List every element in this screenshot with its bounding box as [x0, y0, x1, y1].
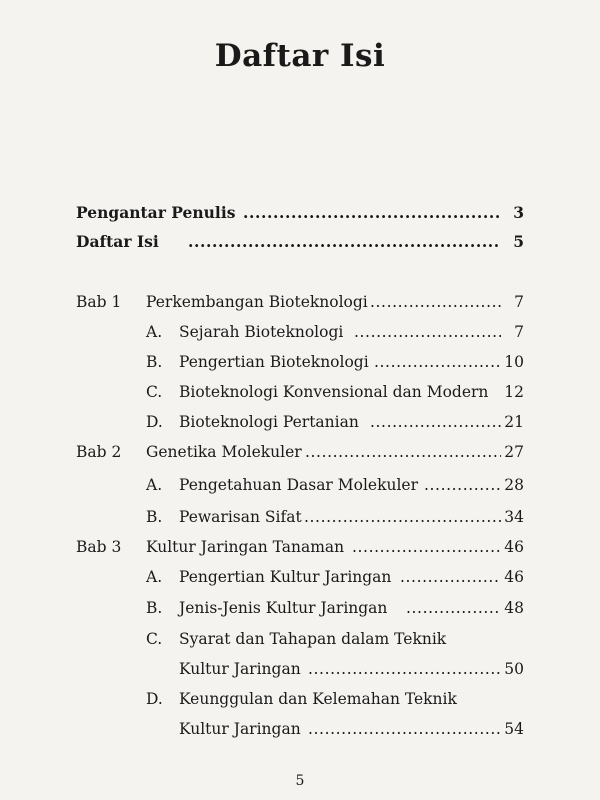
chapter-number: Bab 2 — [76, 443, 122, 461]
page-title: Daftar Isi — [214, 38, 386, 74]
chapter-number: Bab 1 — [76, 293, 122, 311]
toc-section-3b[interactable] — [0, 599, 600, 625]
dot-leader — [424, 476, 501, 498]
toc-section-1c[interactable] — [0, 383, 600, 409]
toc-entry-page: 5 — [513, 232, 524, 251]
toc-section-3d[interactable] — [0, 690, 600, 716]
dot-leader — [308, 720, 501, 742]
dot-leader — [304, 508, 501, 530]
dot-leader — [406, 599, 501, 621]
section-letter: D. — [146, 413, 163, 431]
toc-section-3a[interactable] — [0, 568, 600, 594]
toc-entry-label: Daftar Isi — [76, 232, 159, 251]
toc-entry-page: 34 — [504, 508, 524, 526]
section-letter: D. — [146, 690, 163, 708]
section-letter: B. — [146, 599, 163, 617]
toc-entry-page: 7 — [514, 293, 524, 311]
section-title: Keunggulan dan Kelemahan Teknik — [179, 690, 457, 708]
toc-entry-page: 12 — [504, 383, 524, 401]
dot-leader — [370, 413, 501, 435]
chapter-title: Genetika Molekuler — [146, 443, 302, 461]
dot-leader — [374, 353, 501, 375]
section-letter: A. — [146, 476, 163, 494]
dot-leader — [354, 323, 501, 345]
toc-entry-page: 7 — [514, 323, 524, 341]
dot-leader — [305, 443, 501, 465]
section-letter: B. — [146, 353, 163, 371]
toc-entry-label: Pengantar Penulis — [76, 203, 236, 222]
section-letter: C. — [146, 630, 163, 648]
toc-section-2a[interactable] — [0, 476, 600, 502]
dot-leader — [400, 568, 501, 590]
toc-entry-daftar-isi[interactable] — [0, 232, 600, 258]
toc-section-3d-cont[interactable] — [0, 720, 600, 746]
dot-leader — [243, 203, 499, 225]
section-title: Sejarah Bioteknologi — [179, 323, 344, 341]
toc-section-3c[interactable] — [0, 630, 600, 656]
dot-leader — [352, 538, 501, 560]
section-title: Bioteknologi Konvensional dan Modern — [179, 383, 489, 401]
chapter-title: Kultur Jaringan Tanaman — [146, 538, 345, 556]
toc-entry-page: 28 — [504, 476, 524, 494]
toc-section-1d[interactable] — [0, 413, 600, 439]
section-title: Pengetahuan Dasar Molekuler — [179, 476, 419, 494]
section-title: Pewarisan Sifat — [179, 508, 302, 526]
section-letter: C. — [146, 383, 163, 401]
section-title: Pengertian Kultur Jaringan — [179, 568, 392, 586]
toc-section-3c-cont[interactable] — [0, 660, 600, 686]
section-letter: A. — [146, 323, 163, 341]
section-title-continued: Kultur Jaringan — [179, 660, 301, 678]
section-title: Jenis-Jenis Kultur Jaringan — [179, 599, 388, 617]
section-letter: A. — [146, 568, 163, 586]
section-title-continued: Kultur Jaringan — [179, 720, 301, 738]
toc-entry-page: 48 — [504, 599, 524, 617]
toc-entry-page: 27 — [504, 443, 524, 461]
toc-entry-page: 46 — [504, 568, 524, 586]
page-number: 5 — [295, 773, 305, 789]
toc-entry-pengantar[interactable] — [0, 203, 600, 229]
section-title: Syarat dan Tahapan dalam Teknik — [179, 630, 447, 648]
toc-entry-page: 54 — [504, 720, 524, 738]
toc-chapter-3[interactable] — [0, 538, 600, 564]
toc-entry-page: 46 — [504, 538, 524, 556]
toc-entry-page: 3 — [513, 203, 524, 222]
toc-entry-page: 50 — [504, 660, 524, 678]
section-letter: B. — [146, 508, 163, 526]
toc-section-1b[interactable] — [0, 353, 600, 379]
dot-leader — [188, 232, 499, 254]
section-title: Pengertian Bioteknologi — [179, 353, 369, 371]
toc-entry-page: 10 — [504, 353, 524, 371]
toc-section-2b[interactable] — [0, 508, 600, 534]
toc-section-1a[interactable] — [0, 323, 600, 349]
toc-entry-page: 21 — [504, 413, 524, 431]
dot-leader — [308, 660, 501, 682]
toc-chapter-2[interactable] — [0, 443, 600, 469]
section-title: Bioteknologi Pertanian — [179, 413, 359, 431]
toc-chapter-1[interactable] — [0, 293, 600, 319]
chapter-number: Bab 3 — [76, 538, 122, 556]
chapter-title: Perkembangan Bioteknologi — [146, 293, 368, 311]
dot-leader — [370, 293, 501, 315]
